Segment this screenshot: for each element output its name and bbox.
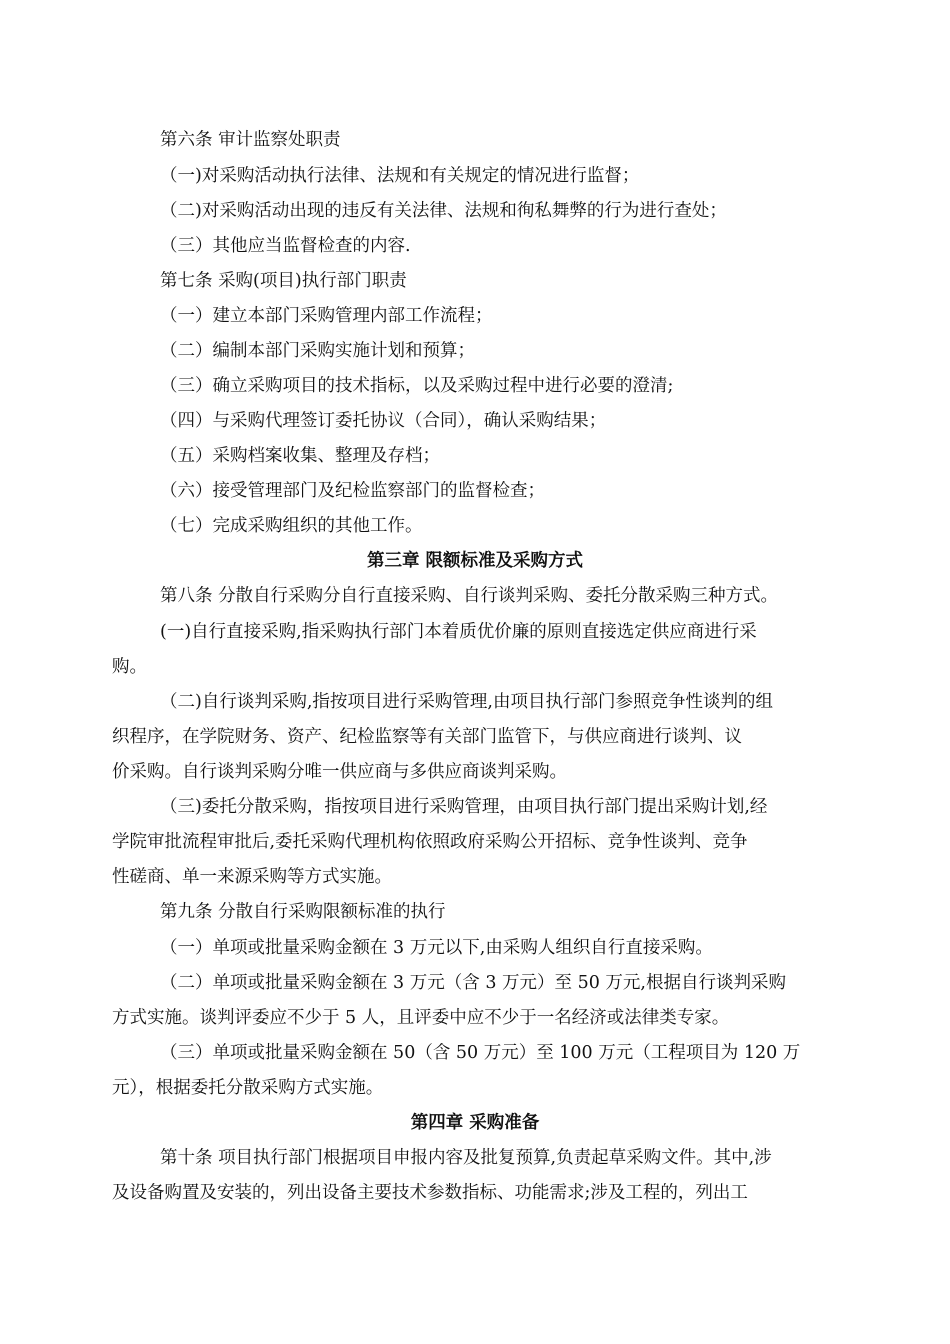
paragraph-line: (一)自行直接采购,指采购执行部门本着质优价廉的原则直接选定供应商进行采 [160,622,757,642]
article-9-title: 第九条 分散自行采购限额标准的执行 [160,902,446,922]
paragraph-line: （六）接受管理部门及纪检监察部门的监督检查； [160,481,545,501]
paragraph-line: 价采购。自行谈判采购分唯一供应商与多供应商谈判采购。 [112,762,567,782]
paragraph-line: （五）采购档案收集、整理及存档； [160,446,440,466]
article-6-title: 第六条 审计监察处职责 [160,130,341,150]
paragraph-line: （三）其他应当监督检查的内容. [160,236,411,256]
paragraph-line: （一）建立本部门采购管理内部工作流程； [160,306,493,326]
chapter-3-heading: 第三章 限额标准及采购方式 [366,551,584,571]
paragraph-line: （七）完成采购组织的其他工作。 [160,516,423,536]
paragraph-line: 学院审批流程审批后,委托采购代理机构依照政府采购公开招标、竞争性谈判、竞争 [112,832,748,852]
article-7-title: 第七条 采购(项目)执行部门职责 [160,271,407,291]
paragraph-line: 元），根据委托分散采购方式实施。 [112,1078,384,1098]
paragraph-line: 性磋商、单一来源采购等方式实施。 [112,867,392,887]
paragraph-line: 购。 [112,657,147,677]
article-8-title: 第八条 分散自行采购分自行直接采购、自行谈判采购、委托分散采购三种方式。 [160,586,779,606]
paragraph-line: （三）确立采购项目的技术指标，以及采购过程中进行必要的澄清; [160,376,674,396]
paragraph-line: （二）单项或批量采购金额在 3 万元（含 3 万元）至 50 万元,根据自行谈判采购 [160,973,786,993]
paragraph-line: 方式实施。谈判评委应不少于 5 人，且评委中应不少于一名经济或法律类专家。 [112,1008,730,1028]
article-10-title: 第十条 项目执行部门根据项目申报内容及批复预算,负责起草采购文件。其中,涉 [160,1148,772,1168]
paragraph-line: （四）与采购代理签订委托协议（合同），确认采购结果； [160,411,607,431]
paragraph-line: （二)对采购活动出现的违反有关法律、法规和徇私舞弊的行为进行查处； [160,201,727,221]
chapter-4-heading: 第四章 采购准备 [410,1113,540,1133]
paragraph-line: （一)对采购活动执行法律、法规和有关规定的情况进行监督； [160,166,640,186]
paragraph-line: 织程序，在学院财务、资产、纪检监察等有关部门监管下，与供应商进行谈判、议 [112,727,742,747]
paragraph-line: （二)自行谈判采购,指按项目进行采购管理,由项目执行部门参照竞争性谈判的组 [160,692,773,712]
paragraph-line: （二）编制本部门采购实施计划和预算； [160,341,475,361]
paragraph-line: 及设备购置及安装的，列出设备主要技术参数指标、功能需求;涉及工程的，列出工 [112,1183,748,1203]
paragraph-line: （三）单项或批量采购金额在 50（含 50 万元）至 100 万元（工程项目为 120 万 [160,1043,801,1063]
paragraph-line: （三)委托分散采购，指按项目进行采购管理，由项目执行部门提出采购计划,经 [160,797,768,817]
paragraph-line: （一）单项或批量采购金额在 3 万元以下,由采购人组织自行直接采购。 [160,938,713,958]
